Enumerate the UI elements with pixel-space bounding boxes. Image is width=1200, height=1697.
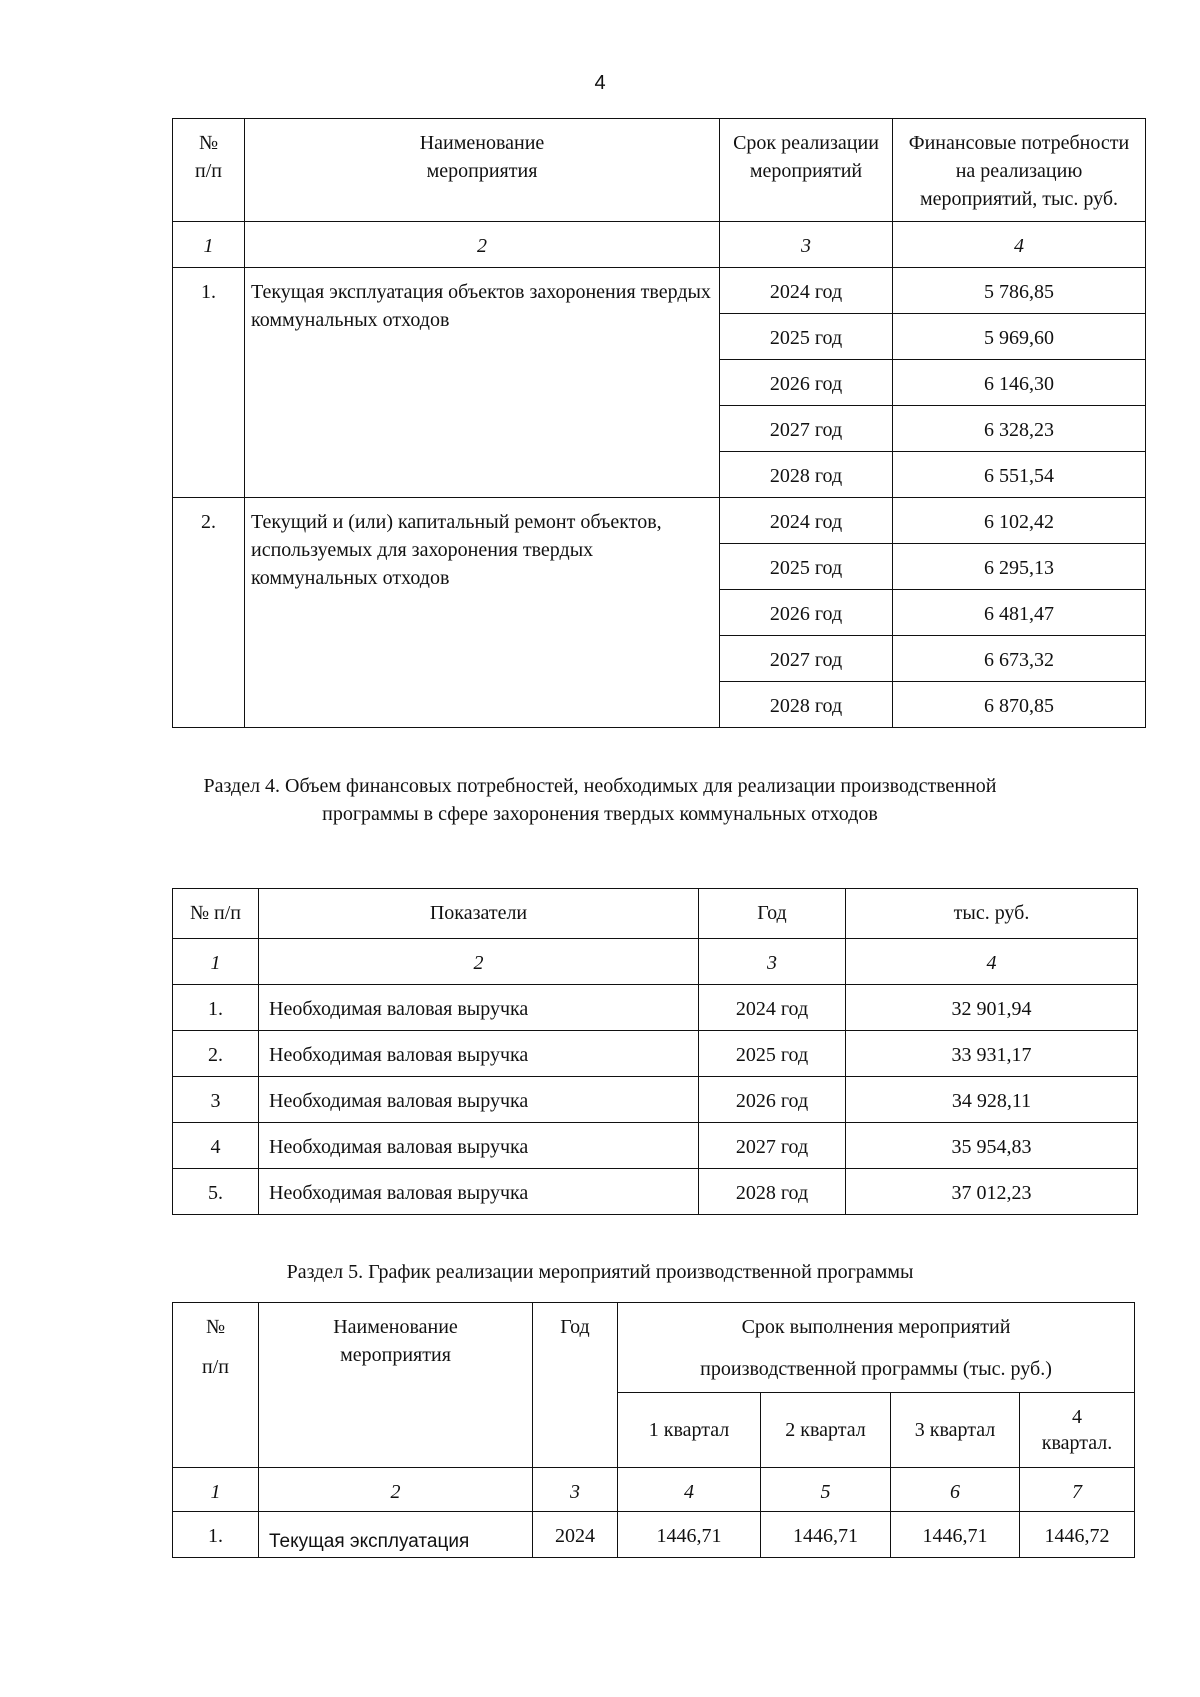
- section4-title-line2: программы в сфере захоронения твердых коммунальных отходов: [322, 803, 878, 825]
- value-cell: 6 551,54: [893, 452, 1146, 498]
- header-term: [618, 1303, 1135, 1393]
- header-name: [259, 1303, 533, 1468]
- value-cell: 33 931,17: [846, 1031, 1138, 1077]
- header-term-line1: Срок выполнения мероприятий: [741, 1316, 1011, 1338]
- col-number: 4: [893, 222, 1146, 268]
- header-num: [173, 119, 245, 222]
- header-fin-line1: Финансовые потребности: [908, 132, 1130, 154]
- table-row: [173, 1169, 1138, 1215]
- col-number: 4: [618, 1468, 761, 1512]
- section4-title: [0, 772, 1200, 828]
- row-num: 1.: [173, 985, 259, 1031]
- col-number: 2: [245, 222, 720, 268]
- header-year: Год: [699, 889, 846, 939]
- value-cell: 32 901,94: [846, 985, 1138, 1031]
- q1-value: 1446,71: [618, 1512, 761, 1558]
- row-num: 1.: [173, 1512, 259, 1558]
- indicator-name: Необходимая валовая выручка: [259, 1077, 699, 1123]
- year-cell: 2025 год: [720, 314, 893, 360]
- column-number-row: [173, 1468, 1135, 1512]
- indicator-name: Необходимая валовая выручка: [259, 1169, 699, 1215]
- year-cell: 2024: [533, 1512, 618, 1558]
- col-number: 3: [533, 1468, 618, 1512]
- header-term: [720, 119, 893, 222]
- column-number-row: [173, 222, 1146, 268]
- year-cell: 2027 год: [699, 1123, 846, 1169]
- indicator-name: Необходимая валовая выручка: [259, 1123, 699, 1169]
- measure-name: Текущий и (или) капитальный ремонт объектов, используемых для захоронения твердых коммунальных отходов: [245, 498, 720, 728]
- section5-title: Раздел 5. График реализации мероприятий производственной программы: [286, 1261, 914, 1283]
- indicator-name: Необходимая валовая выручка: [259, 985, 699, 1031]
- col-number: 3: [720, 222, 893, 268]
- header-num-line1: №: [198, 132, 219, 154]
- year-cell: 2024 год: [699, 985, 846, 1031]
- header-fin-line3: мероприятий, тыс. руб.: [920, 188, 1118, 210]
- table-row: [173, 1512, 1135, 1558]
- q2-value: 1446,71: [761, 1512, 891, 1558]
- year-cell: 2027 год: [720, 636, 893, 682]
- row-num: 1.: [173, 268, 245, 498]
- section4-title-line1: Раздел 4. Объем финансовых потребностей, необходимых для реализации производственной: [203, 775, 997, 797]
- header-term-line2: производственной программы (тыс. руб.): [700, 1358, 1052, 1380]
- table-header-row: [173, 1303, 1135, 1393]
- header-name-line1: Наименование: [419, 132, 545, 154]
- revenue-table: [172, 888, 1138, 1215]
- header-num: [173, 1303, 259, 1468]
- header-value: тыс. руб.: [846, 889, 1138, 939]
- col-number: 5: [761, 1468, 891, 1512]
- indicator-name: Необходимая валовая выручка: [259, 1031, 699, 1077]
- row-num: 2.: [173, 498, 245, 728]
- measure-name: Текущая эксплуатация: [259, 1512, 533, 1558]
- value-cell: 6 673,32: [893, 636, 1146, 682]
- col-number: 1: [173, 222, 245, 268]
- header-num-line2: п/п: [195, 160, 222, 182]
- table-row: [173, 268, 1146, 314]
- measures-table: [172, 118, 1146, 728]
- header-name-line1: Наименование: [333, 1316, 458, 1338]
- value-cell: 37 012,23: [846, 1169, 1138, 1215]
- value-cell: 35 954,83: [846, 1123, 1138, 1169]
- value-cell: 6 481,47: [893, 590, 1146, 636]
- year-cell: 2025 год: [699, 1031, 846, 1077]
- value-cell: 6 328,23: [893, 406, 1146, 452]
- header-q3: 3 квартал: [891, 1393, 1020, 1468]
- year-cell: 2026 год: [720, 590, 893, 636]
- value-cell: 5 786,85: [893, 268, 1146, 314]
- year-cell: 2025 год: [720, 544, 893, 590]
- value-cell: 6 146,30: [893, 360, 1146, 406]
- header-term-line1: Срок реализации: [733, 132, 879, 154]
- col-number: 1: [173, 1468, 259, 1512]
- schedule-table: [172, 1302, 1135, 1558]
- header-q4: [1020, 1393, 1135, 1468]
- table-row: [173, 498, 1146, 544]
- col-number: 3: [699, 939, 846, 985]
- header-finance: [893, 119, 1146, 222]
- header-q4-line2: квартал.: [1041, 1432, 1113, 1454]
- year-cell: 2028 год: [720, 682, 893, 728]
- col-number: 2: [259, 1468, 533, 1512]
- row-num: 5.: [173, 1169, 259, 1215]
- year-cell: 2027 год: [720, 406, 893, 452]
- row-num: 3: [173, 1077, 259, 1123]
- table-row: [173, 1123, 1138, 1169]
- column-number-row: [173, 939, 1138, 985]
- header-name-line2: мероприятия: [340, 1344, 451, 1366]
- col-number: 6: [891, 1468, 1020, 1512]
- row-num: 4: [173, 1123, 259, 1169]
- page-number: 4: [594, 72, 606, 94]
- header-term-line2: мероприятий: [749, 160, 863, 182]
- table-header-row: [173, 119, 1146, 222]
- header-q4-line1: 4: [1072, 1406, 1082, 1428]
- table-header-row: [173, 889, 1138, 939]
- header-q1: 1 квартал: [618, 1393, 761, 1468]
- table-row: [173, 1077, 1138, 1123]
- header-name: [245, 119, 720, 222]
- header-name-line2: мероприятия: [426, 160, 538, 182]
- value-cell: 6 102,42: [893, 498, 1146, 544]
- header-num: № п/п: [173, 889, 259, 939]
- year-cell: 2026 год: [720, 360, 893, 406]
- col-number: 1: [173, 939, 259, 985]
- header-year: Год: [533, 1303, 618, 1468]
- col-number: 7: [1020, 1468, 1135, 1512]
- year-cell: 2024 год: [720, 268, 893, 314]
- value-cell: 6 295,13: [893, 544, 1146, 590]
- col-number: 2: [259, 939, 699, 985]
- value-cell: 5 969,60: [893, 314, 1146, 360]
- q4-value: 1446,72: [1020, 1512, 1135, 1558]
- header-q2: 2 квартал: [761, 1393, 891, 1468]
- header-fin-line2: на реализацию: [955, 160, 1083, 182]
- year-cell: 2024 год: [720, 498, 893, 544]
- year-cell: 2028 год: [699, 1169, 846, 1215]
- col-number: 4: [846, 939, 1138, 985]
- table-row: [173, 985, 1138, 1031]
- q3-value: 1446,71: [891, 1512, 1020, 1558]
- year-cell: 2026 год: [699, 1077, 846, 1123]
- row-num: 2.: [173, 1031, 259, 1077]
- header-indicators: Показатели: [259, 889, 699, 939]
- value-cell: 34 928,11: [846, 1077, 1138, 1123]
- year-cell: 2028 год: [720, 452, 893, 498]
- header-num-line1: №: [205, 1316, 226, 1338]
- table-row: [173, 1031, 1138, 1077]
- header-num-line2: п/п: [202, 1356, 229, 1378]
- measure-name: Текущая эксплуатация объектов захоронения твердых коммунальных отходов: [245, 268, 720, 498]
- value-cell: 6 870,85: [893, 682, 1146, 728]
